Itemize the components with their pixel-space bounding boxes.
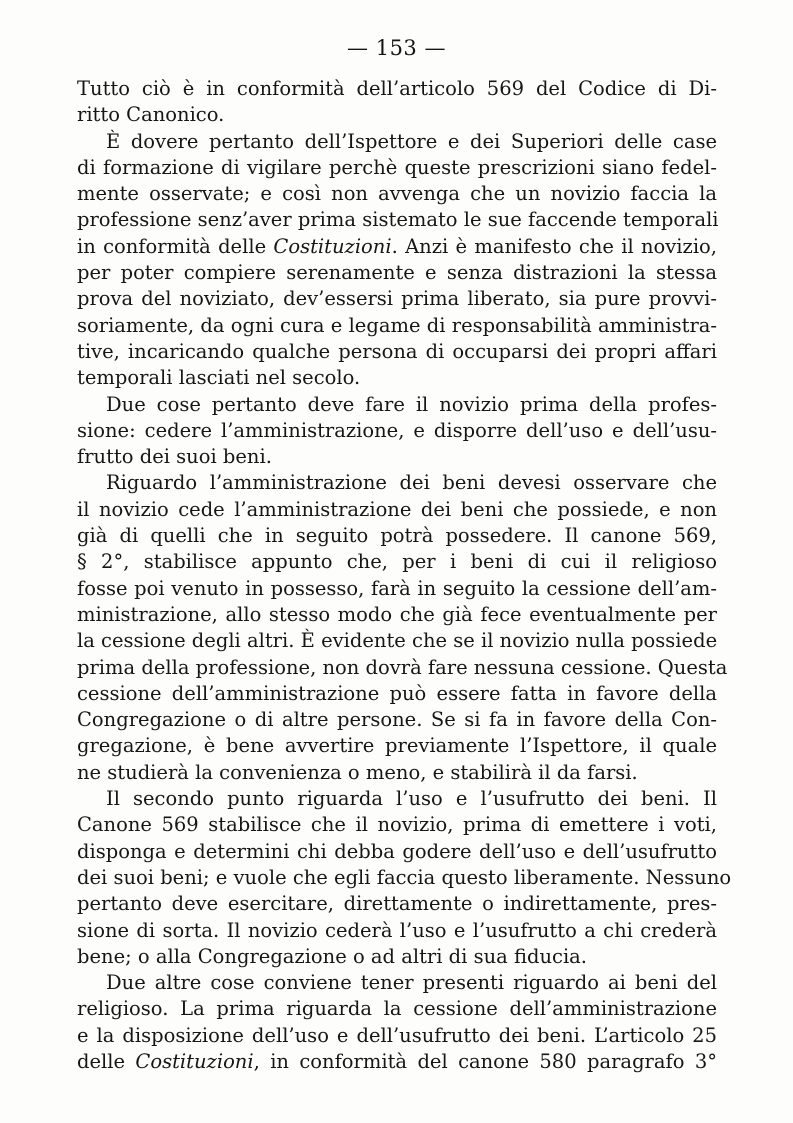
text-line: bene; o alla Congregazione o ad altri di sua fiducia. [77,944,588,968]
text-line: già di quelli che in seguito potrà possedere. Il canone 569, [77,524,717,548]
text-line: § 2°, stabilisce appunto che, per i beni di cui il religioso [77,550,717,574]
text-line: gregazione, è bene avvertire previamente l’Ispettore, il quale [77,734,717,758]
text-line: il novizio cede l’amministrazione dei beni che possiede, e non [77,497,717,521]
text-line: prima della professione, non dovrà fare nessuna cessione. Questa [77,655,728,679]
text-line: ministrazione, allo stesso modo che già fece eventualmente per [77,602,717,626]
text-line: disponga e determini chi debba godere dell’uso e dell’usufrutto [77,839,717,863]
text-line: delle Costituzioni, in conformità del canone 580 paragrafo 3° [77,1049,717,1073]
text-line: e la disposizione dell’uso e dell’usufrutto dei beni. L’articolo 25 [77,1023,717,1047]
text-line: pertanto deve esercitare, direttamente o indirettamente, pres- [77,892,717,916]
text-line: religioso. La prima riguarda la cessione dell’amministrazione [77,997,717,1021]
text-line: Due altre cose conviene tener presenti riguardo ai beni del [106,971,717,995]
text-line: sione di sorta. Il novizio cederà l’uso e l’usufrutto a chi crederà [77,918,717,942]
text-line: sione: cedere l’amministrazione, e disporre dell’uso e dell’usu- [77,418,717,442]
text-line: frutto dei suoi beni. [77,445,272,469]
text-line: Congregazione o di altre persone. Se si fa in favore della Con- [77,708,717,732]
text-line: in conformità delle Costituzioni. Anzi è manifesto che il novizio, [77,234,717,258]
text-line: dei suoi beni; e vuole che egli faccia questo liberamente. Nessuno [77,865,732,889]
text-line: tive, incaricando qualche persona di occuparsi dei propri affari [77,339,717,363]
text-line: Riguardo l’amministrazione dei beni devesi osservare che [106,471,717,495]
text-line: per poter compiere serenamente e senza distrazioni la stessa [77,261,717,285]
text-line: la cessione degli altri. È evidente che se il novizio nulla possiede [77,629,718,653]
text-line: di formazione di vigilare perchè queste prescrizioni siano fedel- [77,155,717,179]
text-line: professione senz’aver prima sistemato le sue faccende temporali [77,208,719,232]
text-line: cessione dell’amministrazione può essere fatta in favore della [77,681,717,705]
text-line: prova del noviziato, dev’essersi prima liberato, sia pure provvi- [77,287,717,311]
text-line: ritto Canonico. [77,103,225,127]
text-line: temporali lasciati nel secolo. [77,366,361,390]
text-line: fosse poi venuto in possesso, farà in seguito la cessione dell’am- [77,576,717,600]
text-line: Il secondo punto riguarda l’uso e l’usufrutto dei beni. Il [106,787,717,811]
text-line: mente osservate; e così non avvenga che un novizio faccia la [77,182,717,206]
text-line: Due cose pertanto deve fare il novizio prima della profes- [106,392,717,416]
text-line: Tutto ciò è in conformità dell’articolo 569 del Codice di Di- [77,77,717,100]
text-line: soriamente, da ogni cura e legame di responsabilità amministra- [77,313,717,337]
page-number: — 153 — [347,36,446,60]
text-line: ne studierà la convenienza o meno, e stabilirà il da farsi. [77,760,638,784]
text-line: Canone 569 stabilisce che il novizio, prima di emettere i voti, [77,813,717,837]
body-text [77,76,732,1075]
text-line: È dovere pertanto dell’Ispettore e dei Superiori delle case [106,129,717,153]
